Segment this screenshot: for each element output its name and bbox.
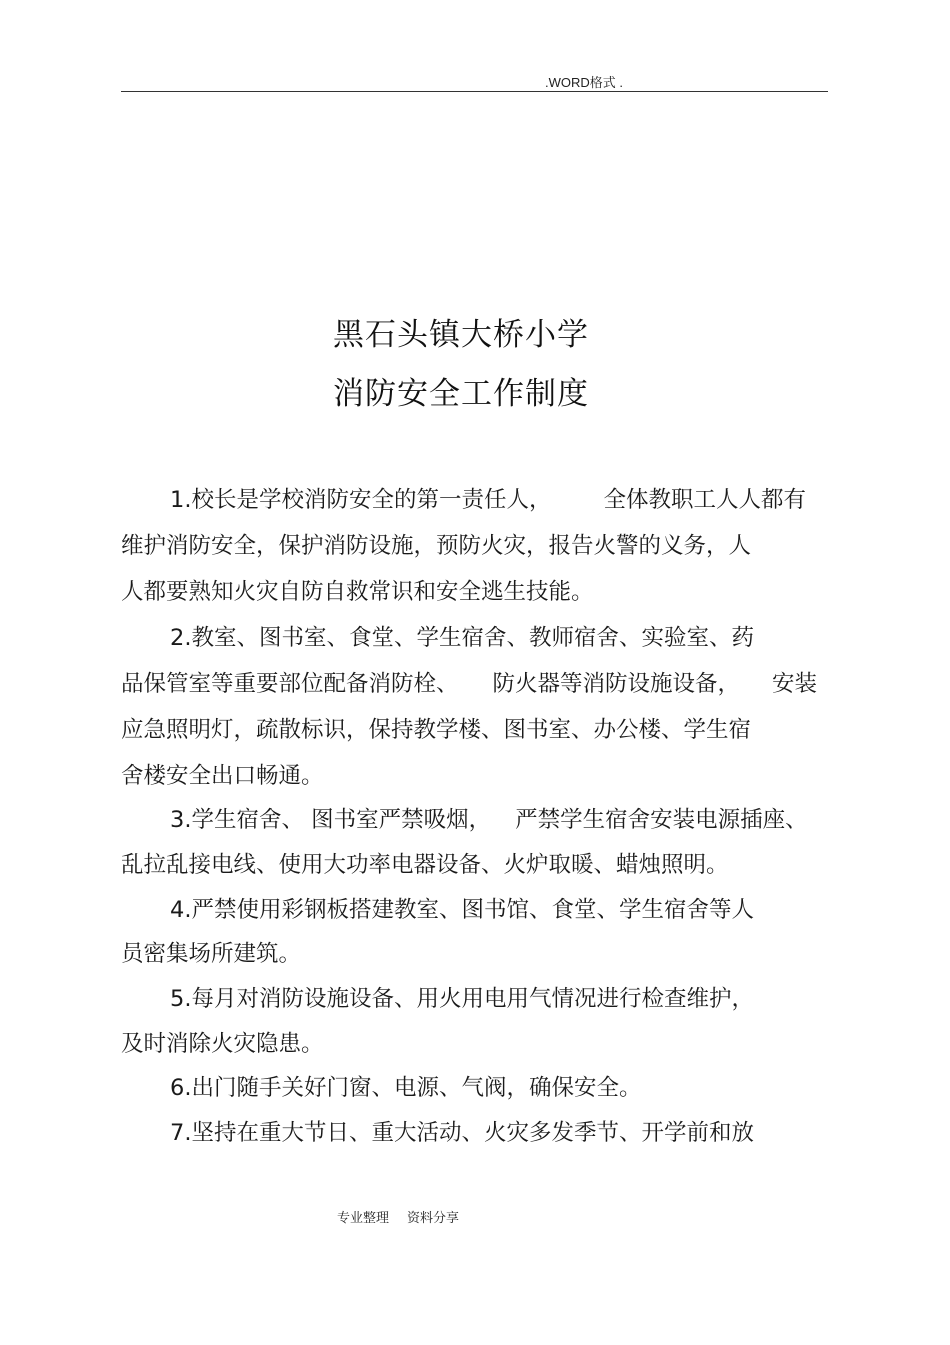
body-text: 5.每月对消防设施设备、用火用电用气情况进行检查维护，: [170, 986, 754, 1012]
body-line: [121, 577, 594, 607]
footer-left-text: 专业整理: [337, 1211, 390, 1226]
body-line: [170, 895, 754, 925]
body-text: 全体教职工人人都有: [603, 487, 806, 513]
header-divider: [121, 91, 828, 92]
page-footer: [337, 1207, 459, 1226]
document-title-school: 黑石头镇大桥小学: [333, 317, 589, 353]
body-text: 及时消除火灾隐患。: [121, 1031, 324, 1057]
footer-right-text: 资料分享: [407, 1211, 460, 1226]
body-text: 3.学生宿舍、 图书室严禁吸烟，: [170, 807, 492, 833]
body-text: 维护消防安全，保护消防设施，预防火灾，报告火警的义务，人: [121, 533, 752, 559]
body-line: [170, 1118, 754, 1148]
body-line: [170, 805, 808, 835]
body-line: [170, 485, 806, 515]
body-text: 2.教室、图书室、食堂、学生宿舍、教师宿舍、实验室、药: [170, 625, 754, 651]
body-text: 安装: [772, 671, 818, 697]
body-text: 严禁学生宿舍安装电源插座、: [515, 807, 808, 833]
body-line: [121, 715, 751, 745]
body-text: 4.严禁使用彩钢板搭建教室、图书馆、食堂、学生宿舍等人: [170, 897, 754, 923]
body-line: [170, 984, 754, 1014]
body-line: [170, 623, 754, 653]
body-text: 员密集场所建筑。: [121, 941, 302, 967]
body-text: 1.校长是学校消防安全的第一责任人，: [170, 487, 552, 513]
body-line: [121, 939, 301, 969]
body-text: 7.坚持在重大节日、重大活动、火灾多发季节、开学前和放: [170, 1120, 754, 1146]
body-line: [121, 850, 729, 880]
body-text: 品保管室等重要部位配备消防栓、: [121, 671, 459, 697]
body-line: [170, 1073, 641, 1103]
header-label: .WORD格式 .: [545, 75, 623, 90]
document-title-regulation: 消防安全工作制度: [333, 376, 589, 412]
body-text: 6.出门随手关好门窗、电源、气阀，确保安全。: [170, 1075, 642, 1101]
body-text: 应急照明灯，疏散标识，保持教学楼、图书室、办公楼、学生宿: [121, 717, 752, 743]
body-line: [121, 531, 751, 561]
body-text: 人都要熟知火灾自防自救常识和安全逃生技能。: [121, 579, 594, 605]
body-text: 乱拉乱接电线、使用大功率电器设备、火炉取暖、蜡烛照明。: [121, 852, 729, 878]
body-text: 防火器等消防设施设备，: [492, 671, 741, 697]
body-text: 舍楼安全出口畅通。: [121, 763, 324, 789]
body-line: [121, 669, 817, 699]
body-line: [121, 761, 324, 791]
body-line: [121, 1029, 324, 1059]
